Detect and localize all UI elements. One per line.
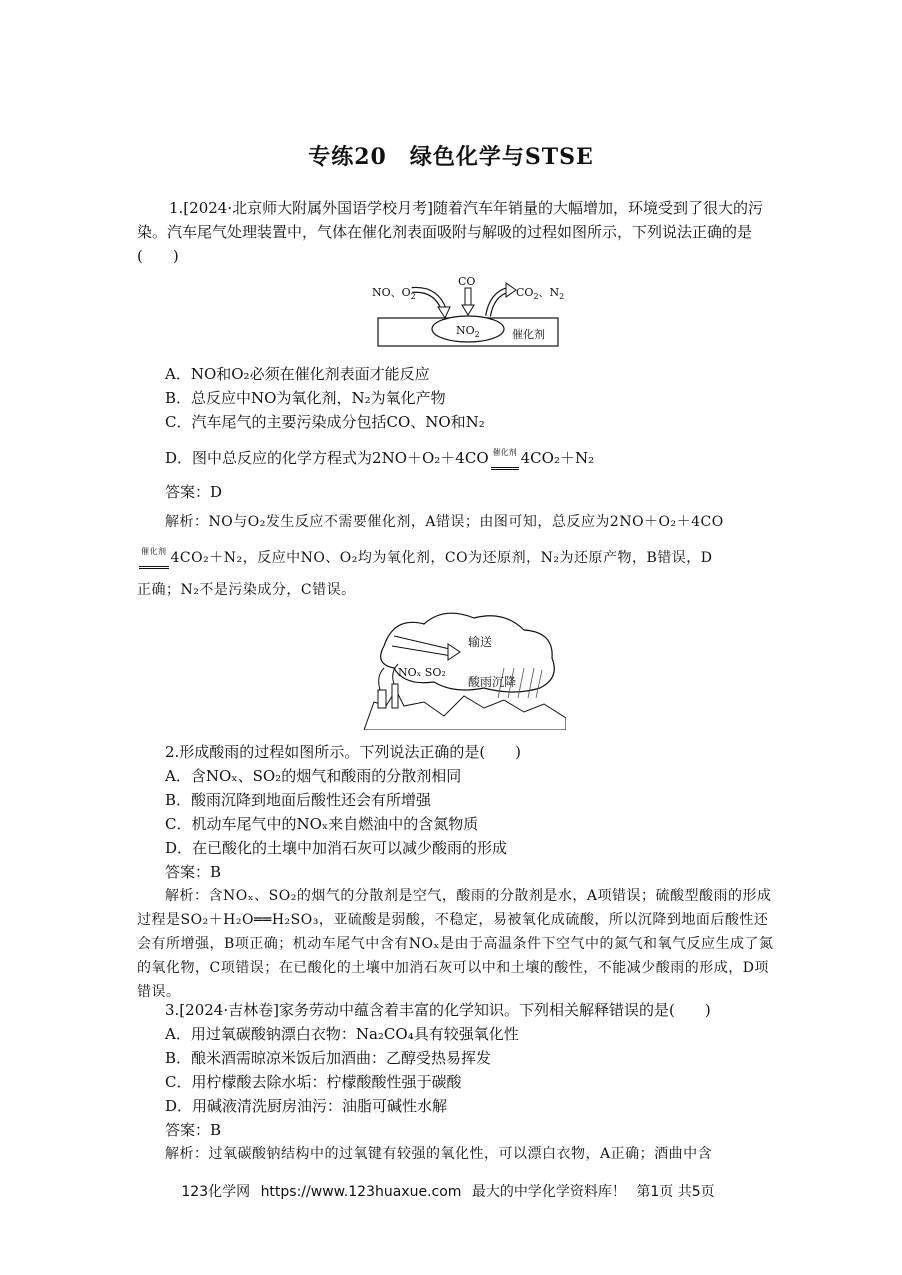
catalyst-diagram [368,274,568,350]
question-1-option-c: C．汽车尾气的主要污染成分包括CO、NO和N₂ [165,413,485,431]
footer-url[interactable]: https://www.123huaxue.com [260,1184,462,1200]
question-3-option-d: D．用碱液清洗厨房油污：油脂可碱性水解 [165,1097,448,1115]
footer-slogan: 最大的中学化学资料库！ [471,1184,626,1200]
question-1-option-b: B．总反应中NO为氧化剂，N₂为氧化产物 [165,389,446,407]
question-1-text: 随着汽车年销量的大幅增加，环境受到了很大的污染。汽车尾气处理装置中，气体在催化剂表面吸附与解吸的过程如图所示，下列说法正确的是( ) [137,199,763,265]
question-3-option-a: A．用过氧碳酸钠漂白衣物：Na₂CO₄具有较强氧化性 [165,1025,519,1043]
question-2-answer: 答案：B [165,863,222,881]
acid-rain-gas-label: NOₓ SO₂ [398,666,446,679]
question-1-option-a: A．NO和O₂必须在催化剂表面才能反应 [165,365,430,383]
acid-rain-deposition-label: 酸雨沉降 [468,675,517,689]
question-3-explanation: 解析：过氧碳酸钠结构中的过氧键有较强的氧化性，可以漂白衣物，A正确；酒曲中含 [165,1146,713,1162]
question-1-explanation-line3: 正确；N₂不是污染成分，C错误。 [137,582,356,598]
question-3-option-c: C．用柠檬酸去除水垢：柠檬酸酸性强于碳酸 [165,1073,462,1091]
question-3 [137,998,777,1166]
question-1 [137,196,777,268]
question-2-stem: 2.形成酸雨的过程如图所示。下列说法正确的是( ) [165,743,522,761]
question-1-options [137,362,777,602]
diagram-left-label: NO、$O_2$ [372,286,416,301]
page-title: 专练20 绿色化学与STSE [308,144,594,170]
question-2 [137,740,777,1004]
question-1-explanation-line1: 解析：NO与O₂发生反应不需要催化剂，A错误；由图可知，总反应为2NO＋O₂＋4CO [165,514,724,530]
footer-page-number: 第1页 共5页 [636,1184,715,1200]
question-2-option-c: C．机动车尾气中的NOₓ来自燃油中的含氮物质 [165,815,479,833]
question-2-option-a: A．含NOₓ、SO₂的烟气和酸雨的分散剂相同 [165,767,462,785]
page-footer [0,1181,902,1201]
question-2-option-b: B．酸雨沉降到地面后酸性还会有所增强 [165,791,432,809]
question-3-option-b: B．酿米酒需晾凉米饭后加酒曲：乙醇受热易挥发 [165,1049,492,1067]
diagram-top-label: CO [458,275,476,288]
question-3-answer: 答案：B [165,1121,222,1139]
footer-site: 123化学网 [181,1184,251,1200]
question-1-explanation-line2: 催化剂 4CO₂＋N₂，反应中NO、O₂均为氧化剂，CO为还原剂，N₂为还原产物，B错误，D [137,546,777,570]
diagram-right-label: $CO_2$、$N_2$ [516,286,565,301]
diagram-catalyst-label: 催化剂 [512,328,545,341]
question-2-option-d: D．在已酸化的土壤中加消石灰可以减少酸雨的形成 [165,839,508,857]
question-2-explanation: 解析：含NOₓ、SO₂的烟气的分散剂是空气，酸雨的分散剂是水，A项错误；硫酸型酸雨的形成过程是SO₂＋H₂O══H₂SO₃，亚硫酸是弱酸，不稳定，易被氧化成硫酸，所以沉降到地面后酸性还会有所增强，B项正确；机动车尾气中含有NOₓ是由于高温条件下空气中的氮气和氧气反应生成了氮的氧化物，C项错误；在已酸化的土壤中加消石灰可以中和土壤的酸性，不能减少酸雨的形成，D项错误。 [137,888,774,1000]
acid-rain-diagram [364,606,566,730]
acid-rain-transport-label: 输送 [468,635,493,649]
diagram-center-label: $NO_2$ [456,324,480,339]
question-1-answer: 答案：D [165,483,223,501]
question-1-source: 1.[2024·北京师大附属外国语学校月考] [169,199,433,217]
question-3-stem: 3.[2024·吉林卷]家务劳动中蕴含着丰富的化学知识。下列相关解释错误的是( ) [165,1001,711,1019]
question-1-stem [137,196,777,268]
question-1-option-d: D．图中总反应的化学方程式为2NO＋O₂＋4CO 催化剂 4CO₂＋N₂ [137,446,777,470]
